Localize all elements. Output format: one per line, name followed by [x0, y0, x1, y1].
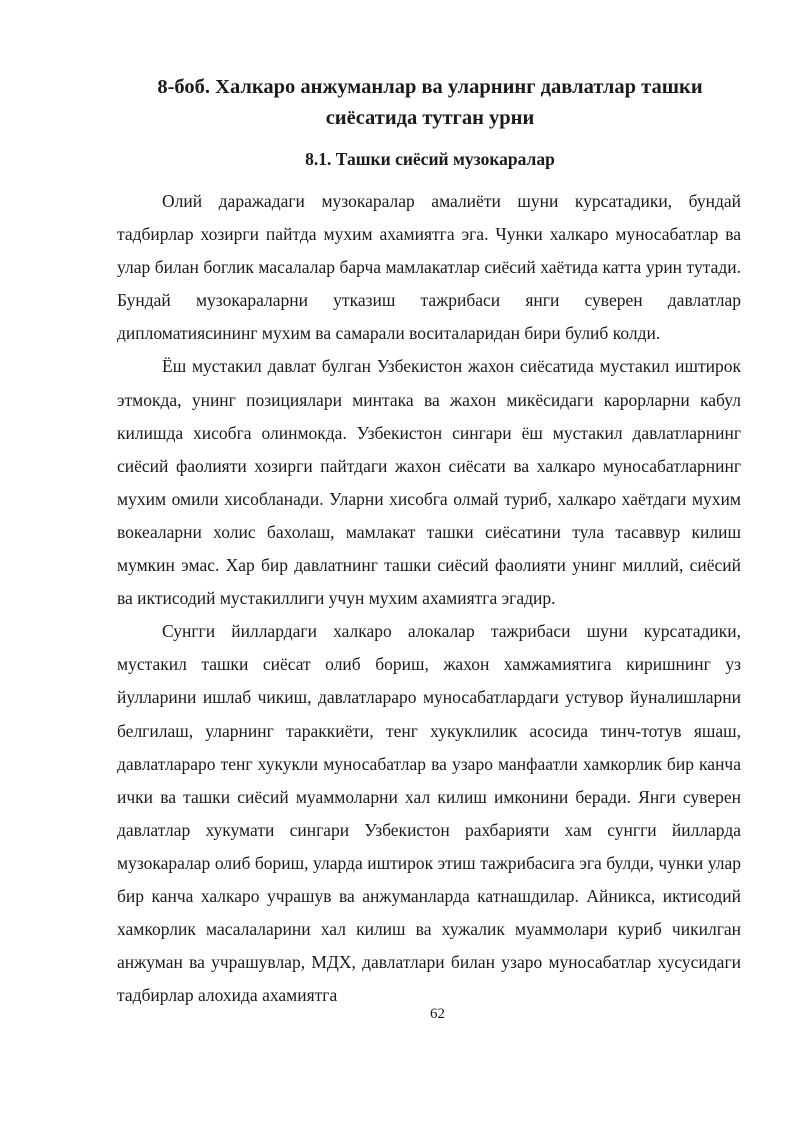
chapter-title: 8-боб. Халкаро анжуманлар ва уларнинг давлатлар ташки сиёсатида тутган урни [157, 76, 703, 129]
paragraph-2: Ёш мустакил давлат булган Узбекистон жахон сиёсатида мустакил иштирок этмокда, унинг позициялари минтака ва жахон микёсидаги карорларни кабул килишда хисобга олинмокда. Узбекистон сингари ёш мустакил давлатларнинг сиёсий фаолияти хозирги пайтдаги жахон сиёсати ва халкаро муносабатларнинг мухим омили хисобланади. Уларни хисобга олмай туриб, халкаро хаётдаги мухим вокеаларни холис бахолаш, мамлакат ташки сиёсатини тула тасаввур килиш мумкин эмас. Хар бир давлатнинг ташки сиёсий фаолияти унинг миллий, сиёсий ва иктисодий мустакиллиги учун мухим ахамиятга эгадир. [117, 356, 741, 609]
page-number: 62 [430, 1006, 445, 1022]
body-text [117, 185, 741, 1012]
paragraph-1: Олий даражадаги музокаралар амалиёти шуни курсатадики, бундай тадбирлар хозирги пайтда мухим ахамиятга эга. Чунки халкаро муносабатлар ва улар билан боглик масалалар барча мамлакатлар сиёсий хаётида катта урин тутади. Бундай музокараларни утказиш тажрибаси янги суверен давлатлар дипломатиясининг мухим ва самарали воситаларидан бири булиб колди. [117, 191, 741, 344]
section-title: 8.1. Ташки сиёсий музокаралар [305, 149, 555, 169]
paragraph-3: Сунгги йиллардаги халкаро алокалар тажрибаси шуни курсатадики, мустакил ташки сиёсат олиб бориш, жахон хамжамиятига киришнинг уз йулларини ишлаб чикиш, давлатлараро муносабатлардаги устувор йуналишларни белгилаш, уларнинг тараккиёти, тенг хукуклилик асосида тинч-тотув яшаш, давлатлараро тенг хукукли муносабатлар ва узаро манфаатли хамкорлик бир канча ички ва ташки сиёсий муаммоларни хал килиш имконини беради. Янги суверен давлатлар хукумати сингари Узбекистон рахбарияти хам сунгги йилларда музокаралар олиб бориш, уларда иштирок этиш тажрибасига эга булди, чунки улар бир канча халкаро учрашув ва анжуманларда катнашдилар. Айникса, иктисодий хамкорлик масалаларини хал килиш ва хужалик муаммолари куриб чикилган анжуман ва учрашувлар, МДХ, давлатлари билан узаро муносабатлар хусусидаги тадбирлар алохида ахамиятга [117, 621, 741, 1006]
